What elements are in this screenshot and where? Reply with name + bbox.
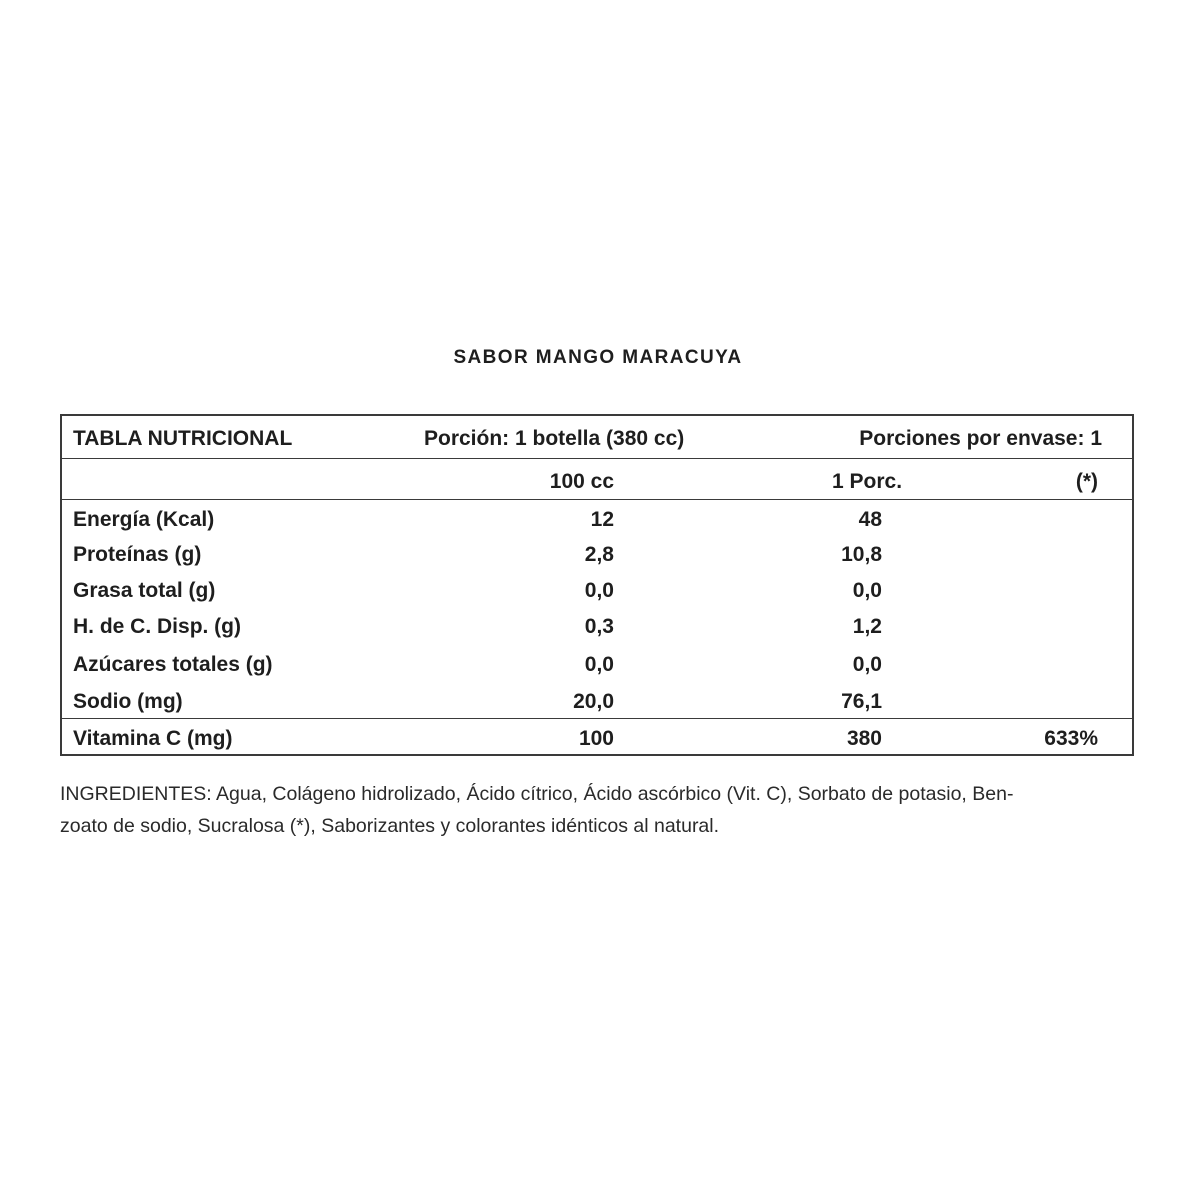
value-percent: 633%: [1044, 727, 1098, 750]
value-per-100: 12: [590, 508, 614, 531]
table-title: TABLA NUTRICIONAL: [73, 427, 293, 450]
nutrient-label: Proteínas (g): [73, 543, 202, 566]
value-per-portion: 380: [846, 727, 882, 750]
ingredients-line: INGREDIENTES: Agua, Colágeno hidrolizado, Ácido cítrico, Ácido ascórbico (Vit. C), Sorbato de potasio, Ben-: [60, 783, 1014, 805]
portions-per-container: Porciones por envase: 1: [859, 427, 1102, 450]
value-per-100: 20,0: [573, 690, 614, 713]
nutrient-label: Azúcares totales (g): [73, 653, 273, 676]
column-per-portion: 1 Porc.: [832, 470, 903, 493]
value-per-portion: 76,1: [841, 690, 882, 713]
table-row: [62, 644, 1132, 682]
table-row: [62, 572, 1132, 608]
nutrient-label: Vitamina C (mg): [73, 727, 233, 750]
portion-size: Porción: 1 botella (380 cc): [424, 427, 685, 450]
nutrition-table: [60, 414, 1134, 756]
table-row: [62, 500, 1132, 536]
value-per-100: 0,3: [584, 615, 614, 638]
nutrient-label: Energía (Kcal): [73, 508, 215, 531]
value-per-portion: 0,0: [852, 653, 882, 676]
table-row: [62, 682, 1132, 719]
value-per-100: 0,0: [584, 653, 614, 676]
table-header-row: [62, 416, 1132, 459]
value-per-portion: 48: [858, 508, 882, 531]
ingredients-text: [60, 778, 1150, 842]
value-per-100: 0,0: [584, 579, 614, 602]
value-per-100: 2,8: [584, 543, 614, 566]
value-per-100: 100: [578, 727, 614, 750]
value-per-portion: 10,8: [841, 543, 882, 566]
value-per-portion: 1,2: [852, 615, 882, 638]
table-row: [62, 608, 1132, 644]
nutrient-label: Sodio (mg): [73, 690, 183, 713]
nutrient-label: H. de C. Disp. (g): [73, 615, 241, 638]
column-percent: (*): [1075, 470, 1098, 493]
flavor-title: SABOR MANGO MARACUYA: [453, 347, 743, 368]
ingredients-line: zoato de sodio, Sucralosa (*), Saborizantes y colorantes idénticos al natural.: [60, 815, 720, 837]
column-header-row: [62, 459, 1132, 500]
table-row: [62, 719, 1132, 755]
table-row: [62, 536, 1132, 572]
nutrient-label: Grasa total (g): [73, 579, 216, 602]
value-per-portion: 0,0: [852, 579, 882, 602]
column-per-100: 100 cc: [549, 470, 614, 493]
